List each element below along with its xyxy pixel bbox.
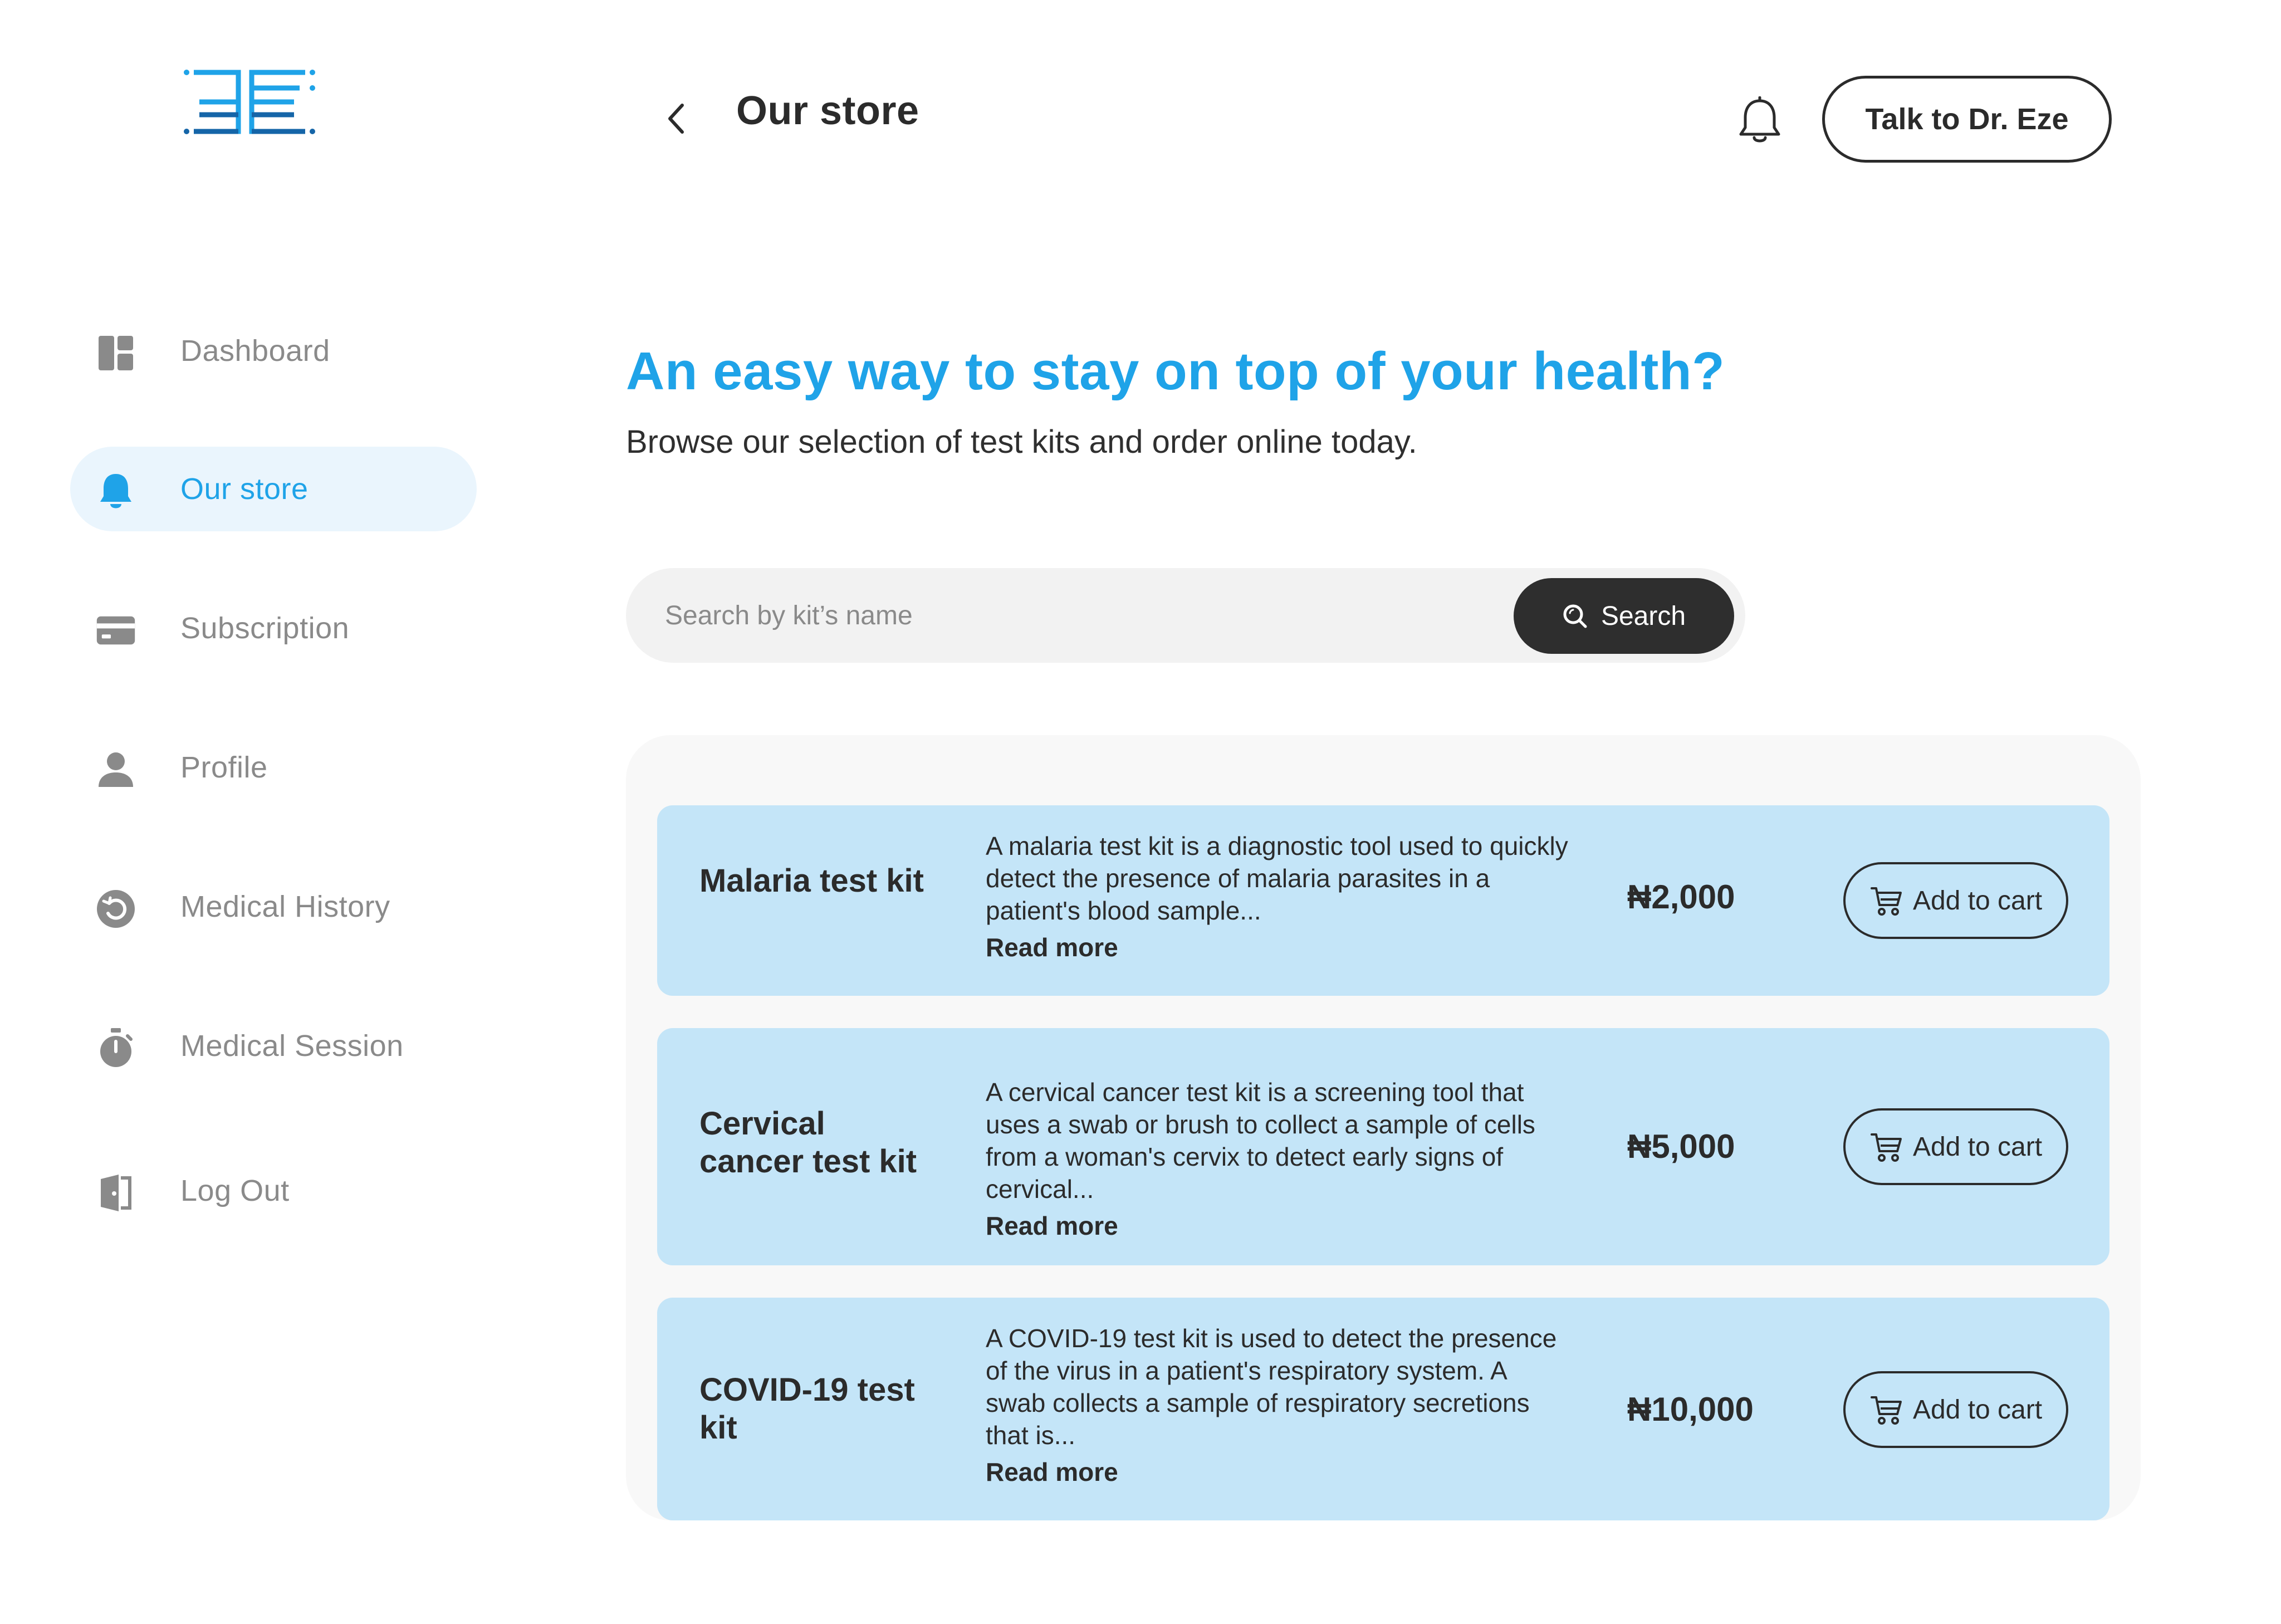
page-title: Our store [736, 89, 919, 133]
add-to-cart-button[interactable] [1843, 862, 2068, 939]
chevron-left-icon [665, 102, 688, 135]
hero-title: An easy way to stay on top of your health? [626, 341, 1725, 401]
sidebar-nav [0, 0, 501, 1624]
notifications-button[interactable] [1732, 94, 1788, 149]
search-button-label: Search [1600, 601, 1686, 631]
product-description: A COVID-19 test kit is used to detect the presence of the virus in a patient's respiratory system. A swab collects a sample of respiratory secretions that is... Read more [986, 1322, 1570, 1488]
sidebar-item-medical-history[interactable] [70, 864, 477, 949]
product-name: COVID-19 test kit [699, 1372, 915, 1446]
product-description: A cervical cancer test kit is a screening tool that uses a swab or brush to collect a sample of cells from a woman's cervix to detect early signs of cervical... Read more [986, 1076, 1570, 1242]
sidebar-item-medical-session[interactable] [70, 1004, 477, 1088]
read-more-link[interactable]: Read more [986, 1457, 1118, 1486]
product-price: ₦2,000 [1627, 878, 1735, 916]
product-price: ₦5,000 [1627, 1128, 1735, 1165]
card-icon [96, 610, 136, 650]
product-list [626, 735, 2141, 1520]
read-more-link[interactable]: Read more [986, 1211, 1118, 1240]
history-icon [96, 889, 136, 929]
product-card-covid-19 [657, 1298, 2109, 1520]
bell-icon [1736, 96, 1783, 146]
add-to-cart-label: Add to cart [1912, 886, 2043, 916]
cart-icon [1869, 1394, 1903, 1425]
sidebar-item-label: Profile [180, 751, 268, 784]
search-input[interactable] [665, 590, 1545, 640]
stopwatch-icon [96, 1028, 136, 1068]
sidebar-item-our-store[interactable] [70, 447, 477, 531]
add-to-cart-button[interactable] [1843, 1108, 2068, 1185]
search-button[interactable] [1514, 578, 1734, 654]
hero-subtitle: Browse our selection of test kits and order online today. [626, 424, 1417, 460]
read-more-link[interactable]: Read more [986, 933, 1118, 962]
back-button[interactable] [657, 99, 696, 138]
sidebar-item-label: Our store [180, 472, 309, 506]
person-icon [96, 750, 136, 790]
product-price: ₦10,000 [1627, 1391, 1754, 1428]
store-bell-icon [96, 471, 136, 511]
sidebar-item-subscription[interactable] [70, 586, 477, 671]
cart-icon [1869, 885, 1903, 916]
talk-to-doctor-button[interactable]: Talk to Dr. Eze [1822, 76, 2112, 163]
cart-icon [1869, 1131, 1903, 1162]
dashboard-icon [96, 333, 136, 373]
search-bar [626, 568, 1745, 663]
product-card-malaria [657, 805, 2109, 996]
add-to-cart-button[interactable] [1843, 1371, 2068, 1448]
add-to-cart-label: Add to cart [1912, 1132, 2043, 1162]
product-name: Malaria test kit [699, 863, 924, 899]
add-to-cart-label: Add to cart [1912, 1395, 2043, 1425]
sidebar-item-label: Dashboard [180, 334, 330, 368]
sidebar-item-log-out[interactable] [70, 1148, 477, 1233]
product-name: Cervical cancer test kit [699, 1106, 917, 1180]
product-description: A malaria test kit is a diagnostic tool used to quickly detect the presence of malaria parasites in a patient's blood sample... Read more [986, 830, 1570, 963]
sidebar-item-label: Log Out [180, 1174, 290, 1207]
sidebar-item-label: Medical History [180, 890, 390, 923]
sidebar-item-label: Medical Session [180, 1029, 404, 1063]
sidebar-item-profile[interactable] [70, 725, 477, 810]
sidebar-item-label: Subscription [180, 612, 350, 645]
sidebar-item-dashboard[interactable] [70, 309, 477, 393]
logout-icon [96, 1173, 136, 1213]
product-card-cervical-cancer [657, 1028, 2109, 1265]
search-icon [1562, 603, 1588, 629]
